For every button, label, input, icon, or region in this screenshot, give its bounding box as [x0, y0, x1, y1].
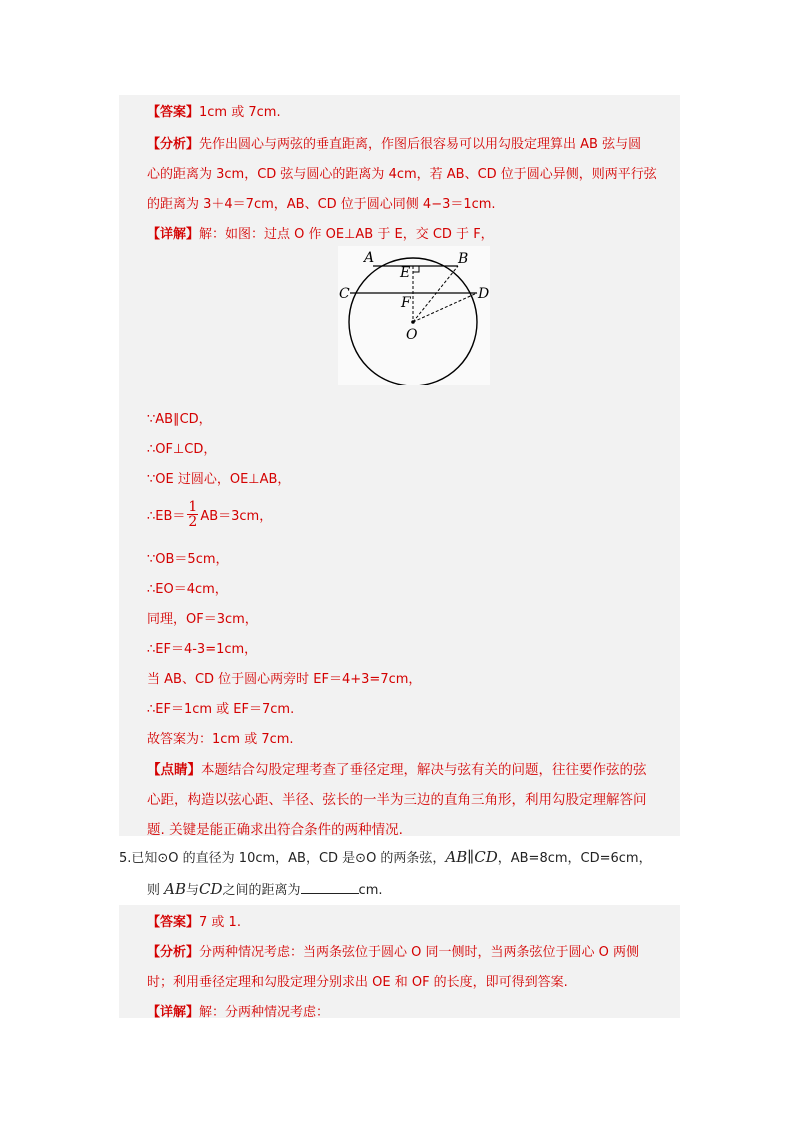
- cd-label: CD: [199, 880, 223, 898]
- question-5-line-1: [119, 847, 652, 866]
- step-5: ∵OB＝5cm，: [147, 552, 229, 567]
- comment-line-3: 题. 关键是能正确求出符合条件的两种情况.: [147, 822, 403, 838]
- analysis-2-text-1: 分两种情况考虑：当两条弦位于圆心 O 同一侧时，当两条弦位于圆心 O 两侧: [199, 945, 640, 960]
- question-5-text: 5.已知⊙O 的直径为 10cm，AB，CD 是⊙O 的两条弦，: [119, 851, 446, 866]
- comment-text-1: 本题结合勾股定理考查了垂径定理，解决与弦有关的问题，往往要作弦的弦: [201, 762, 647, 778]
- step-3: ∵OE 过圆心，OE⊥AB，: [147, 472, 291, 487]
- label-e: E: [400, 265, 411, 281]
- question-5-unit: cm.: [358, 883, 383, 898]
- detail-text: 解：如图：过点 O 作 OE⊥AB 于 E，交 CD 于 F，: [199, 227, 494, 242]
- answer-text-2: 7 或 1.: [199, 915, 241, 930]
- comment-line-2: 心距，构造以弦心距、半径、弦长的一半为三边的直角三角形，利用勾股定理解答问: [147, 792, 647, 808]
- step-9: 当 AB、CD 位于圆心两旁时 EF＝4+3=7cm，: [147, 672, 422, 687]
- analysis-line-3: 的距离为 3＋4＝7cm，AB、CD 位于圆心同侧 4−3＝1cm.: [147, 197, 496, 212]
- segment-ob: [413, 266, 458, 322]
- analysis-line-1: [147, 133, 641, 152]
- label-c: C: [339, 286, 350, 302]
- answer-tag-2: 【答案】: [147, 915, 200, 930]
- answer-text: 1cm 或 7cm.: [199, 105, 281, 120]
- analysis-2-line-1: [147, 941, 639, 960]
- circle-diagram: [338, 246, 490, 385]
- analysis-line-2: 心的距离为 3cm，CD 弦与圆心的距离为 4cm，若 AB、CD 位于圆心异侧，则两平行弦: [147, 167, 657, 182]
- step-1: ∵AB∥CD，: [147, 412, 212, 427]
- answer-line-1: [147, 101, 281, 120]
- step-4: [147, 500, 272, 529]
- circle-figure: [338, 246, 490, 385]
- fraction-denominator: 2: [188, 514, 198, 530]
- detail-tag-2: 【详解】: [147, 1005, 200, 1020]
- question-5-lengths: ，AB=8cm，CD=6cm，: [497, 851, 652, 866]
- label-b: B: [458, 251, 469, 267]
- step-7: 同理，OF＝3cm，: [147, 612, 258, 627]
- analysis-text-1: 先作出圆心与两弦的垂直距离，作图后很容易可以用勾股定理算出 AB 弦与圆: [199, 137, 642, 152]
- label-d: D: [478, 286, 490, 302]
- detail-line-2: [147, 1001, 329, 1020]
- analysis-tag-2: 【分析】: [147, 945, 200, 960]
- question-5-pre: 则: [147, 883, 165, 898]
- step-10: ∴EF＝1cm 或 EF＝7cm.: [147, 702, 295, 717]
- fraction-half: [187, 500, 198, 529]
- answer-tag: 【答案】: [147, 105, 200, 120]
- center-point: [411, 320, 415, 324]
- analysis-tag: 【分析】: [147, 137, 200, 152]
- ab-label: AB: [164, 880, 186, 898]
- ab-parallel-cd: AB∥CD: [445, 848, 498, 866]
- comment-tag: 【点睛】: [147, 762, 201, 778]
- answer-blank[interactable]: [301, 881, 359, 894]
- step-4-post: AB＝3cm，: [200, 509, 273, 524]
- comment-line-1: [147, 758, 647, 778]
- label-f: F: [401, 295, 411, 311]
- step-4-pre: ∴EB＝: [147, 509, 186, 524]
- detail-text-2: 解：分两种情况考虑：: [199, 1005, 330, 1020]
- segment-od: [413, 293, 477, 322]
- answer-line-2: [147, 911, 241, 930]
- detail-tag: 【详解】: [147, 227, 200, 242]
- question-5-mid: 之间的距离为: [222, 883, 301, 898]
- step-2: ∴OF⊥CD，: [147, 442, 217, 457]
- fraction-numerator: 1: [188, 499, 198, 515]
- analysis-2-line-2: 时；利用垂径定理和勾股定理分别求出 OE 和 OF 的长度，即可得到答案.: [147, 975, 568, 990]
- step-6: ∴EO＝4cm，: [147, 582, 228, 597]
- label-a: A: [364, 250, 375, 266]
- step-11: 故答案为：1cm 或 7cm.: [147, 732, 294, 747]
- step-8: ∴EF＝4-3=1cm，: [147, 642, 258, 657]
- question-5-yu: 与: [186, 883, 200, 898]
- question-5-line-2: [147, 879, 383, 898]
- label-o: O: [406, 327, 418, 343]
- right-angle-mark: [413, 266, 419, 272]
- detail-line: [147, 223, 494, 242]
